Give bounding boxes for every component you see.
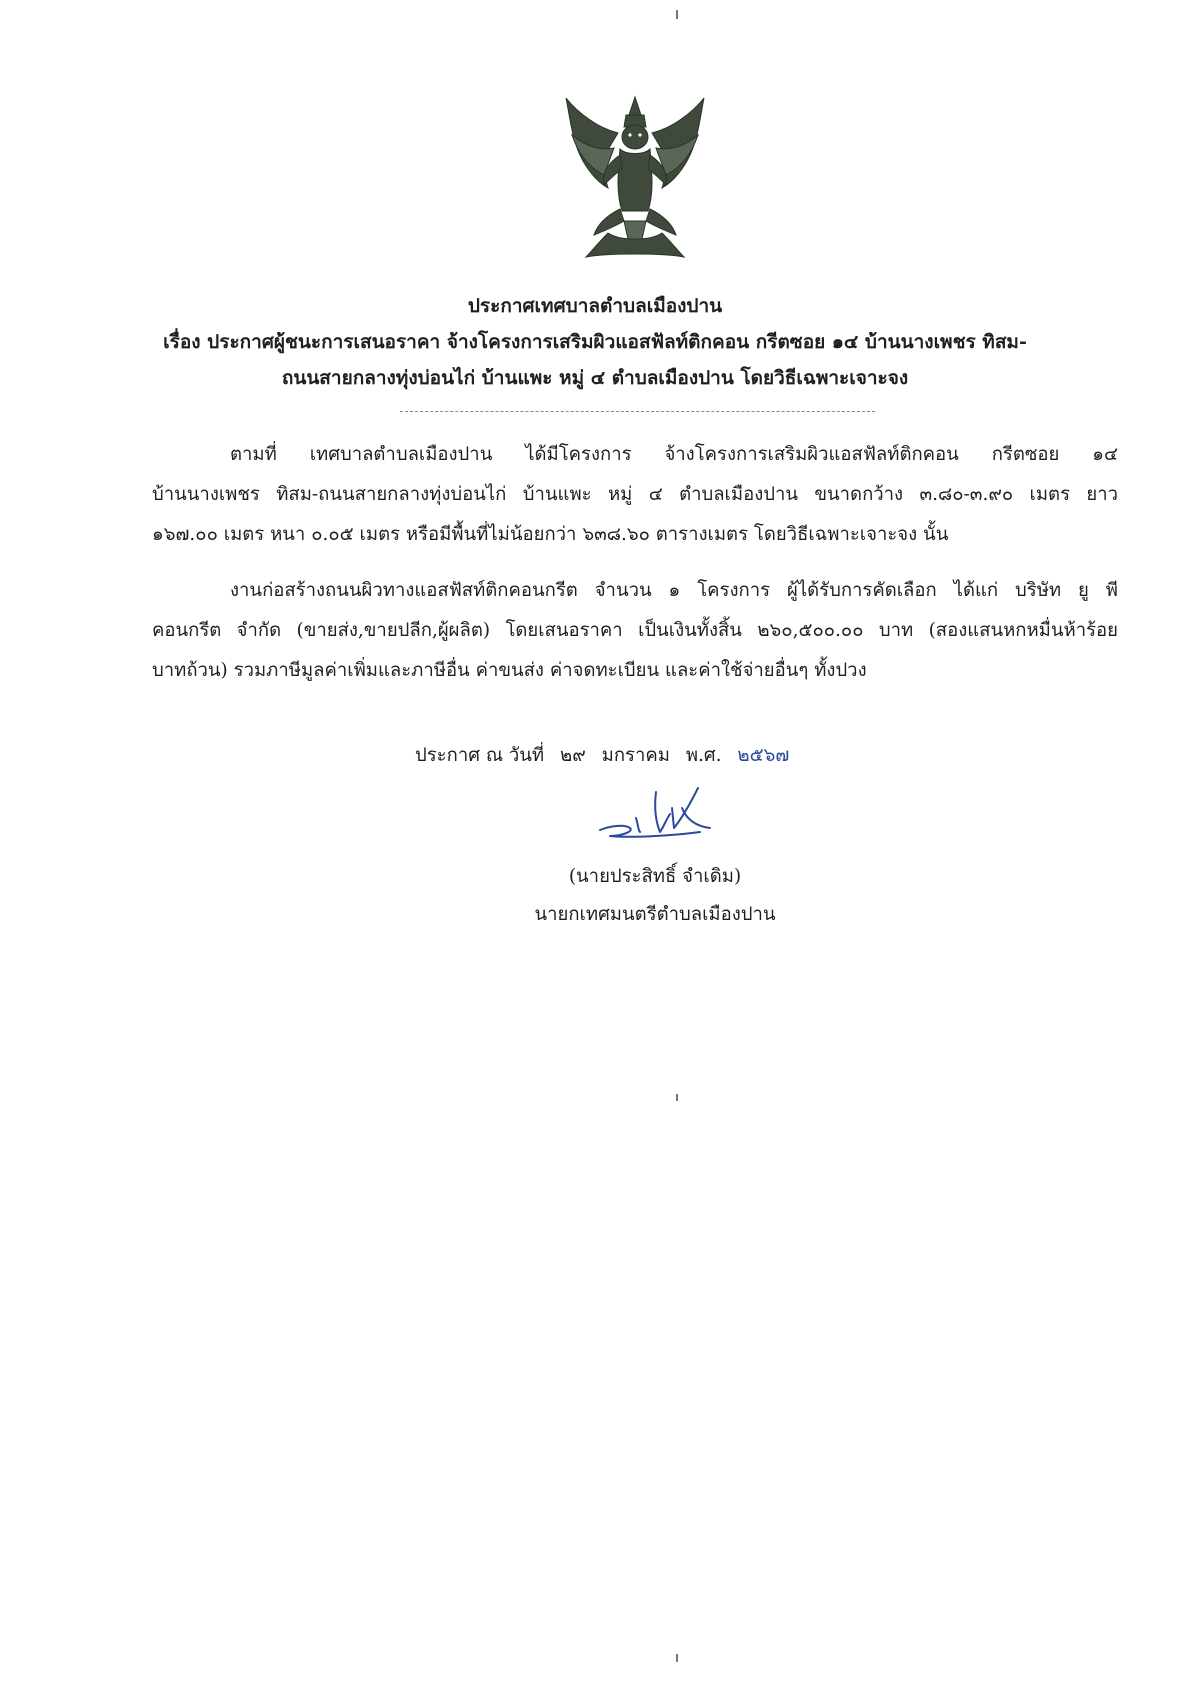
paragraph-line: ๑๖๗.๐๐ เมตร หนา ๐.๐๕ เมตร หรือมีพื้นที่ไม่น้อยกว่า ๖๓๘.๖๐ ตารางเมตร โดยวิธีเฉพาะเจาะจง นั้น — [152, 524, 949, 545]
paragraph-line: บาทถ้วน) รวมภาษีมูลค่าเพิ่มและภาษีอื่น ค่าขนส่ง ค่าจดทะเบียน และค่าใช้จ่ายอื่นๆ ทั้งปวง — [152, 660, 867, 681]
paragraph-winner — [152, 571, 1118, 691]
paragraph-project — [152, 435, 1118, 555]
date-prefix: ประกาศ ณ วันที่ — [415, 745, 545, 766]
paragraph-line: ตามที่ เทศบาลตำบลเมืองปาน ได้มีโครงการ จ้างโครงการเสริมผิวแอสฟัลท์ติกคอน กรีตซอย ๑๔ — [230, 444, 1118, 465]
date-month: มกราคม — [601, 745, 670, 766]
document-title: ประกาศเทศบาลตำบลเมืองปาน — [467, 295, 723, 317]
date-era: พ.ศ. — [685, 745, 722, 766]
signer-name: (นายประสิทธิ์ จำเดิม) — [568, 866, 742, 887]
paragraph-line: คอนกรีต จำกัด (ขายส่ง,ขายปลีก,ผู้ผลิต) โดยเสนอราคา เป็นเงินทั้งสิ้น ๒๖๐,๕๐๐.๐๐ บาท (สองแสนหกหมื่นห้าร้อย — [152, 620, 1118, 641]
scan-speck — [676, 1654, 678, 1662]
scan-speck — [676, 10, 678, 19]
paragraph-line: บ้านนางเพชร ทิสม-ถนนสายกลางทุ่งบ่อนไก่ บ้านแพะ หมู่ ๔ ตำบลเมืองปาน ขนาดกว้าง ๓.๘๐-๓.๙๐ เมตร ยาว — [152, 484, 1118, 505]
garuda-emblem-icon — [558, 93, 712, 263]
document-subject-line-1: เรื่อง ประกาศผู้ชนะการเสนอราคา จ้างโครงการเสริมผิวแอสฟัลท์ติกคอน กรีตซอย ๑๔ บ้านนางเพชร ทิสม- — [163, 331, 1027, 353]
paragraph-line: งานก่อสร้างถนนผิวทางแอสฟัสท์ติกคอนกรีต จำนวน ๑ โครงการ ผู้ได้รับการคัดเลือก ได้แก่ บริษัท ยู พี — [230, 580, 1118, 601]
date-year: ๒๕๖๗ — [737, 745, 790, 766]
announcement-date — [415, 741, 799, 770]
signature-icon — [590, 778, 740, 848]
signer-position: นายกเทศมนตรีตำบลเมืองปาน — [534, 904, 776, 925]
document-header — [140, 288, 1050, 396]
date-day: ๒๙ — [560, 745, 586, 766]
document-subject-line-2: ถนนสายกลางทุ่งบ่อนไก่ บ้านแพะ หมู่ ๔ ตำบลเมืองปาน โดยวิธีเฉพาะเจาะจง — [281, 367, 909, 389]
header-divider — [400, 411, 875, 412]
scan-speck — [676, 1094, 678, 1101]
